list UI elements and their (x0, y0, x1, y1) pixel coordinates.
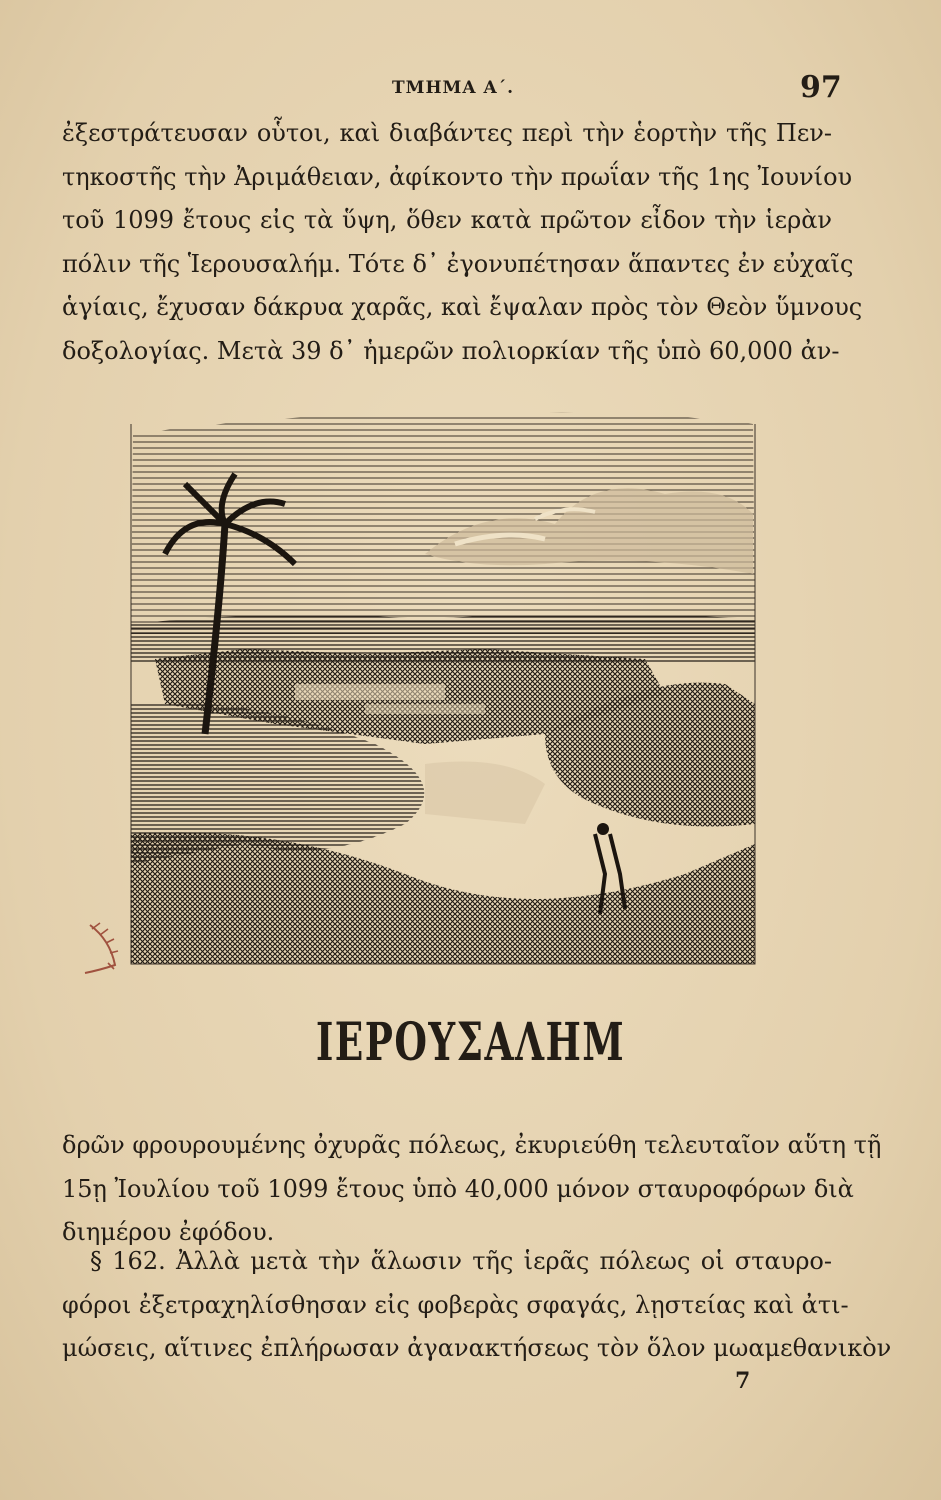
text-line: διημέρου ἐφόδου. (62, 1218, 275, 1246)
page-header (0, 70, 941, 110)
signature-mark: 7 (735, 1368, 751, 1394)
text-line: δρῶν φρουρουμένης ὀχυρᾶς πόλεως, ἐκυριεύθη τελευταῖον αὕτη τῇ (62, 1131, 882, 1159)
paragraph-top (62, 112, 863, 373)
text-line: τηκοστῆς τὴν Ἀριμάθειαν, ἀφίκοντο τὴν πρωΐαν τῆς 1ης Ἰουνίου (62, 162, 853, 191)
text-line: μώσεις, αἵτινες ἐπλήρωσαν ἀγανακτήσεως τὸν ὅλον μωαμεθανικὸν (62, 1334, 892, 1362)
text-line: πόλιν τῆς Ἱερουσαλήμ. Τότε δ᾽ ἐγονυπέτησαν ἅπαντες ἐν εὐχαῖς (62, 249, 854, 278)
paragraph-section-162 (62, 1240, 892, 1371)
jerusalem-engraving (125, 404, 760, 969)
mark-stamp (80, 915, 140, 975)
running-title: ΤΜΗΜΑ Α΄. (392, 78, 515, 98)
text-line: 15ῃ Ἰουλίου τοῦ 1099 ἔτους ὑπὸ 40,000 μόνον σταυροφόρων διὰ (62, 1174, 854, 1203)
illustration-caption: ΙΕΡΟΥΣΑΛΗΜ (315, 1012, 626, 1073)
text-line: § 162. Ἀλλὰ μετὰ τὴν ἅλωσιν τῆς ἱερᾶς πόλεως οἱ σταυρο- (90, 1247, 832, 1275)
page-number: 97 (800, 70, 842, 105)
text-line: φόροι ἐξετραχηλίσθησαν εἰς φοβερὰς σφαγάς, λῃστείας καὶ ἀτι- (62, 1290, 849, 1319)
text-line: δοξολογίας. Μετὰ 39 δ᾽ ἡμερῶν πολιορκίαν τῆς ὑπὸ 60,000 ἀν- (62, 336, 840, 365)
paragraph-continuation (62, 1124, 882, 1255)
text-line: ἁγίαις, ἔχυσαν δάκρυα χαρᾶς, καὶ ἔψαλαν πρὸς τὸν Θεὸν ὕμνους (62, 293, 863, 321)
text-line: ἐξεστράτευσαν οὗτοι, καὶ διαβάντες περὶ τὴν ἑορτὴν τῆς Πεν- (62, 119, 832, 147)
text-line: τοῦ 1099 ἔτους εἰς τὰ ὕψη, ὅθεν κατὰ πρῶτον εἶδον τὴν ἱερὰν (62, 206, 832, 234)
